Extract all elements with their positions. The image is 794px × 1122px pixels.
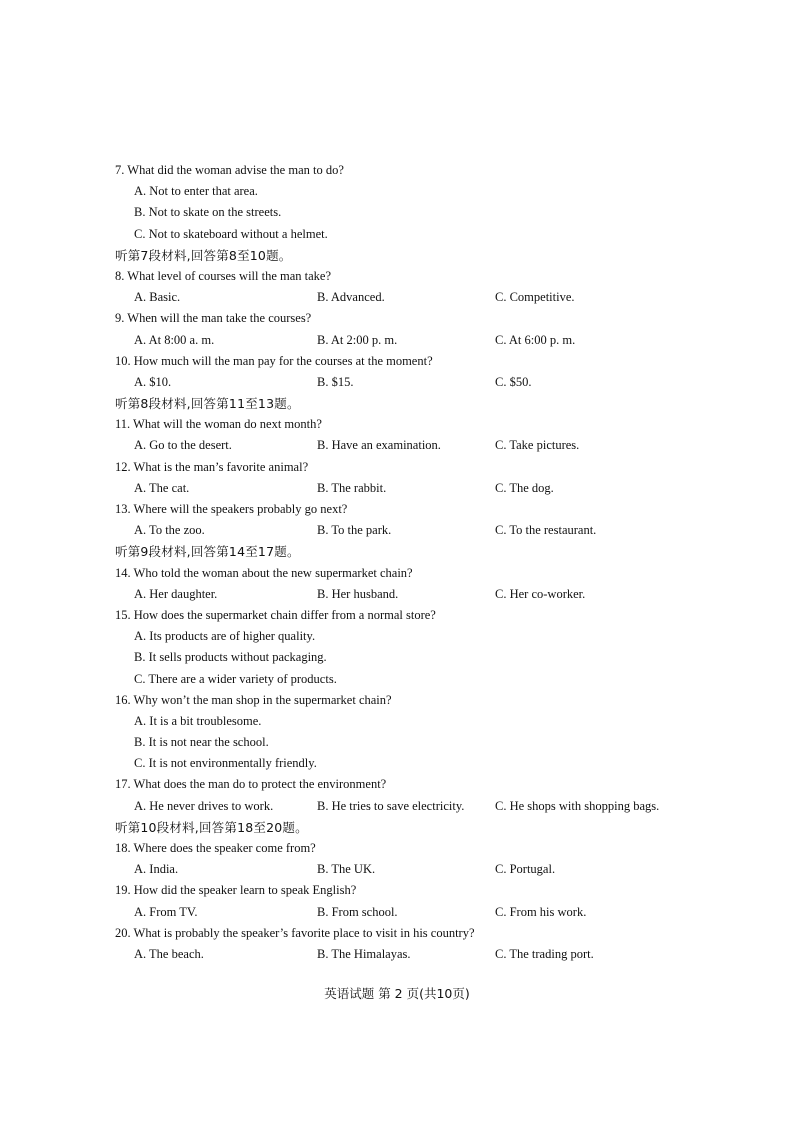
- option-line: A. It is a bit troublesome.: [134, 713, 262, 728]
- question-text: 12. What is the man’s favorite animal?: [115, 459, 309, 474]
- option-c: C. Portugal.: [495, 862, 556, 877]
- options-row: [115, 330, 755, 351]
- option-c: C. Take pictures.: [495, 438, 580, 453]
- option-b: B. Her husband.: [317, 586, 399, 601]
- option-line: C. There are a wider variety of products.: [134, 671, 337, 686]
- option-c: C. Her co-worker.: [495, 586, 586, 601]
- option-line: A. Its products are of higher quality.: [134, 629, 316, 644]
- section-instruction: 听第8段材料,回答第11至13题。: [115, 396, 300, 412]
- option-b: B. The Himalayas.: [317, 946, 411, 961]
- option-b: B. To the park.: [317, 523, 392, 538]
- option-c: C. Competitive.: [495, 290, 575, 305]
- option-a: A. India.: [134, 862, 179, 877]
- option-b: B. The UK.: [317, 862, 376, 877]
- option-c: C. From his work.: [495, 904, 587, 919]
- option-a: A. He never drives to work.: [134, 798, 274, 813]
- option-line: B. Not to skate on the streets.: [134, 205, 282, 220]
- option-a: A. Go to the desert.: [134, 438, 232, 453]
- question-text: 9. When will the man take the courses?: [115, 311, 312, 326]
- question-text: 14. Who told the woman about the new supermarket chain?: [115, 565, 413, 580]
- options-row: [115, 435, 755, 456]
- option-b: B. $15.: [317, 374, 354, 389]
- option-a: A. The beach.: [134, 946, 204, 961]
- option-line: A. Not to enter that area.: [134, 184, 258, 199]
- question-text: 16. Why won’t the man shop in the supermarket chain?: [115, 692, 392, 707]
- question-text: 18. Where does the speaker come from?: [115, 841, 316, 855]
- option-b: B. Advanced.: [317, 290, 385, 305]
- option-a: A. At 8:00 a. m.: [134, 332, 215, 347]
- options-row: [115, 944, 755, 965]
- section-instruction: 听第9段材料,回答第14至17题。: [115, 544, 300, 560]
- options-row: [115, 520, 755, 541]
- section-instruction: 听第10段材料,回答第18至20题。: [115, 819, 308, 835]
- option-c: C. The trading port.: [495, 946, 594, 961]
- options-row: [115, 478, 755, 499]
- option-b: B. At 2:00 p. m.: [317, 332, 398, 347]
- question-text: 15. How does the supermarket chain differ from a normal store?: [115, 607, 436, 622]
- option-b: B. The rabbit.: [317, 480, 387, 495]
- option-c: C. At 6:00 p. m.: [495, 332, 576, 347]
- options-row: [115, 859, 755, 880]
- option-a: A. The cat.: [134, 480, 190, 495]
- options-row: [115, 287, 755, 308]
- question-text: 13. Where will the speakers probably go next?: [115, 502, 348, 516]
- question-text: 7. What did the woman advise the man to do?: [115, 163, 344, 177]
- options-row: [115, 796, 755, 817]
- option-a: A. To the zoo.: [134, 523, 205, 538]
- option-c: C. He shops with shopping bags.: [495, 798, 660, 813]
- question-list: [115, 160, 755, 965]
- option-line: B. It sells products without packaging.: [134, 650, 327, 665]
- option-c: C. The dog.: [495, 480, 554, 495]
- question-text: 19. How did the speaker learn to speak English?: [115, 883, 357, 898]
- options-row: [115, 902, 755, 923]
- option-line: B. It is not near the school.: [134, 735, 269, 750]
- question-text: 20. What is probably the speaker’s favorite place to visit in his country?: [115, 925, 475, 940]
- option-line: C. Not to skateboard without a helmet.: [134, 226, 328, 241]
- option-a: A. $10.: [134, 374, 172, 389]
- option-a: A. Basic.: [134, 290, 181, 305]
- options-row: [115, 584, 755, 605]
- option-a: A. From TV.: [134, 904, 198, 919]
- option-c: C. To the restaurant.: [495, 523, 597, 538]
- question-text: 10. How much will the man pay for the courses at the moment?: [115, 353, 433, 368]
- page-footer: 英语试题 第 2 页(共10页): [324, 986, 470, 1001]
- question-text: 11. What will the woman do next month?: [115, 417, 322, 432]
- options-row: [115, 372, 755, 393]
- option-line: C. It is not environmentally friendly.: [134, 756, 317, 771]
- option-b: B. He tries to save electricity.: [317, 798, 465, 813]
- option-a: A. Her daughter.: [134, 586, 218, 601]
- question-text: 8. What level of courses will the man take?: [115, 268, 332, 283]
- option-c: C. $50.: [495, 374, 532, 389]
- option-b: B. From school.: [317, 904, 398, 919]
- option-b: B. Have an examination.: [317, 438, 441, 453]
- section-instruction: 听第7段材料,回答第8至10题。: [115, 247, 292, 263]
- question-text: 17. What does the man do to protect the environment?: [115, 777, 387, 792]
